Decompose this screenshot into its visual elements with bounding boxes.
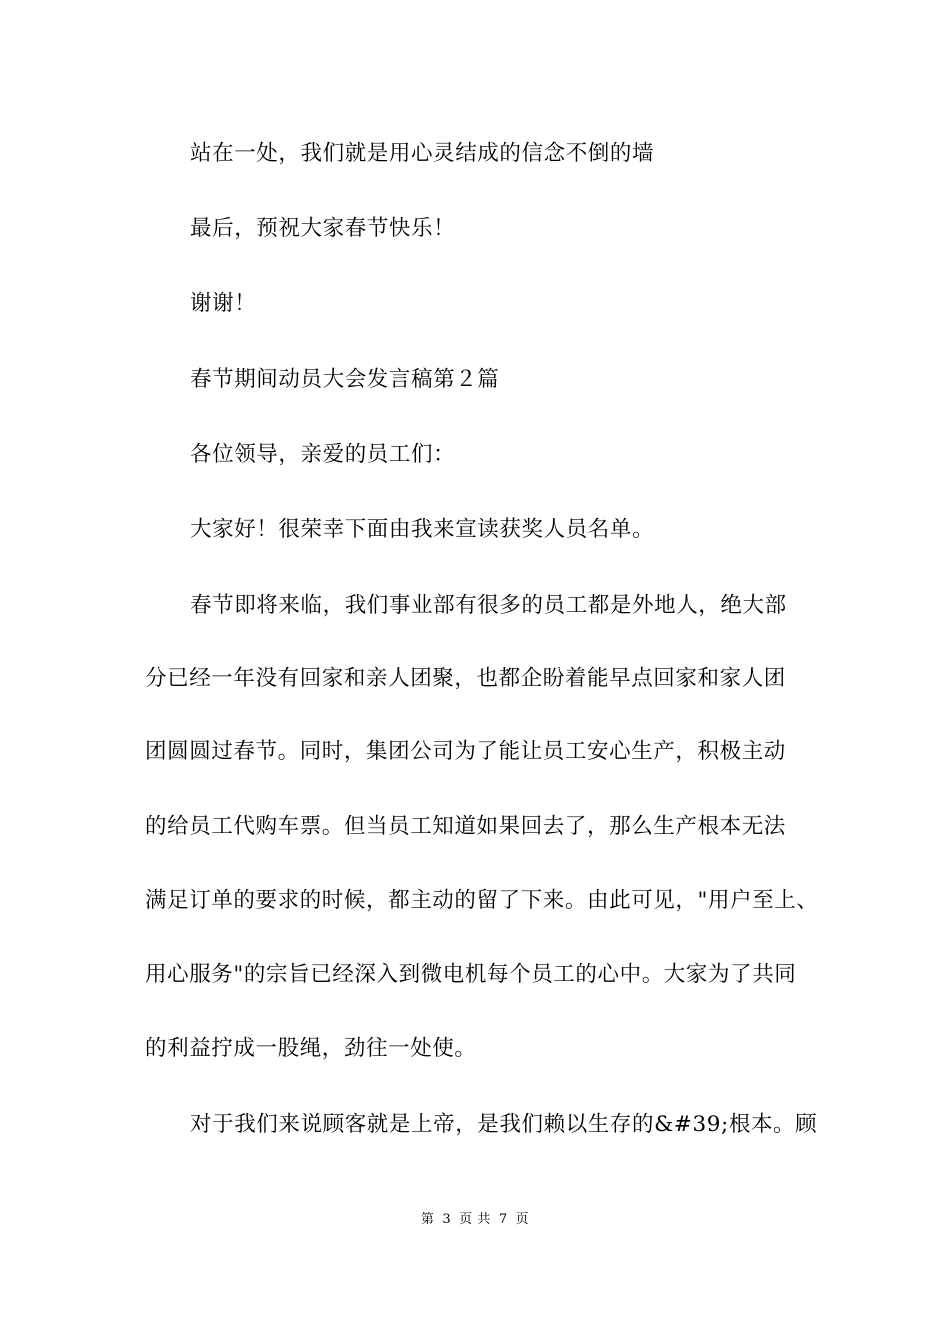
footer-label-page: 第: [420, 1212, 435, 1227]
paragraph-line-7: 的利益拧成一股绳，劲往一处使。: [145, 1036, 477, 1061]
paragraph-line-6: 用心服务"的宗旨已经深入到微电机每个员工的心中。大家为了共同: [145, 962, 797, 987]
footer-label-of: 页 共: [459, 1212, 491, 1227]
paragraph-line-2: 分已经一年没有回家和亲人团聚，也都企盼着能早点回家和家人团: [145, 666, 786, 691]
footer-label-pages: 页: [515, 1212, 530, 1227]
text-line-2: 最后，预祝大家春节快乐！: [190, 216, 456, 241]
footer-total-pages: 7: [498, 1212, 508, 1227]
paragraph-line-1: 春节即将来临，我们事业部有很多的员工都是外地人，绝大部: [190, 593, 787, 618]
paragraph-line-3: 团圆圆过春节。同时，集团公司为了能让员工安心生产，积极主动: [145, 739, 786, 764]
paragraph-line-4: 的给员工代购车票。但当员工知道如果回去了，那么生产根本无法: [145, 814, 786, 839]
text-line-1: 站在一处，我们就是用心灵结成的信念不倒的墙: [190, 141, 655, 166]
salutation: 各位领导，亲爱的员工们：: [190, 442, 456, 467]
footer-current-page: 3: [442, 1212, 452, 1227]
page-footer: [0, 1211, 950, 1229]
paragraph-2-line-1: 对于我们来说顾客就是上帝，是我们赖以生存的&#39;根本。顾: [190, 1112, 818, 1137]
paragraph-line-5: 满足订单的要求的时候，都主动的留了下来。由此可见，"用户至上、: [145, 888, 819, 913]
section-title: 春节期间动员大会发言稿第２篇: [190, 367, 500, 392]
greeting: 大家好！很荣幸下面由我来宣读获奖人员名单。: [190, 517, 655, 542]
text-line-3: 谢谢！: [190, 291, 257, 316]
